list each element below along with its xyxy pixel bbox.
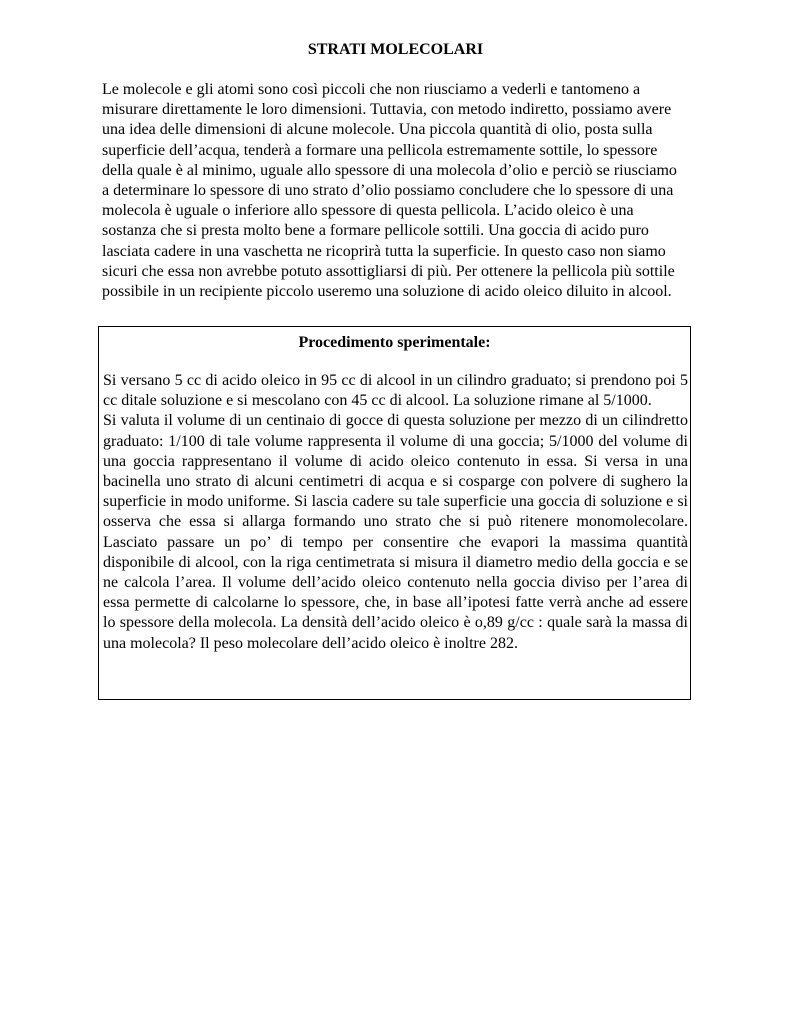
procedure-paragraph-1: Si versano 5 cc di acido oleico in 95 cc di alcool in un cilindro graduato; si prendono poi 5 cc ditale soluzione e si mescolano con 45 cc di alcool. La soluzione rimane al 5/1000.	[103, 372, 688, 410]
procedure-heading: Procedimento sperimentale:	[298, 334, 491, 351]
procedure-paragraph-2: Si valuta il volume di un centinaio di gocce di questa soluzione per mezzo di un cilindretto graduato: 1/100 di tale volume rappresenta il volume di una goccia; 5/1000 del volume di una goccia rappresentano il volume di acido oleico contenuto in essa. Si versa in una bacinella uno strato di alcuni centimetri di acqua e si cosparge con polvere di sughero la superficie in modo uniforme. Si lascia cadere su tale superficie una goccia di soluzione e si osserva che essa si allarga formando uno strato che si può ritenere monomolecolare. Lasciato passare un po’ di tempo per consentire che evapori la massima quantità disponibile di alcool, con la riga centimetrata si misura il diametro medio della goccia e se ne calcola l’area. Il volume dell’acido oleico contenuto nella goccia diviso per l’area di essa permette di calcolarne lo spessore, che, in base all’ipotesi fatte verrà anche ad essere lo spessore della molecola. La densità dell’acido oleico è o,89 g/cc : quale sarà la massa di una molecola? Il peso molecolare dell’acido oleico è inoltre 282.	[103, 412, 688, 652]
document-title: STRATI MOLECOLARI	[307, 41, 484, 58]
procedure-text	[103, 371, 688, 654]
intro-paragraph: Le molecole e gli atomi sono così piccoli che non riusciamo a vederli e tantomeno a misurare direttamente le loro dimensioni. Tuttavia, con metodo indiretto, possiamo avere una idea delle dimensioni di alcune molecole. Una piccola quantità di olio, posta sulla superficie dell’acqua, tenderà a formare una pellicola estremamente sottile, lo spessore della quale è al minimo, uguale allo spessore di una molecola d’olio e perciò se riusciamo a determinare lo spessore di uno strato d’olio possiamo concludere che lo spessore di una molecola è uguale o inferiore allo spessore di questa pellicola. L’acido oleico è una sostanza che si presta molto bene a formare pellicole sottili. Una goccia di acido puro lasciata cadere in una vaschetta ne ricoprirà tutta la superficie. In questo caso non siamo sicuri che essa non avrebbe potuto assottigliarsi di più. Per ottenere la pellicola più sottile possibile in un recipiente piccolo useremo una soluzione di acido oleico diluito in alcool.	[102, 81, 677, 301]
procedure-box	[98, 326, 691, 700]
